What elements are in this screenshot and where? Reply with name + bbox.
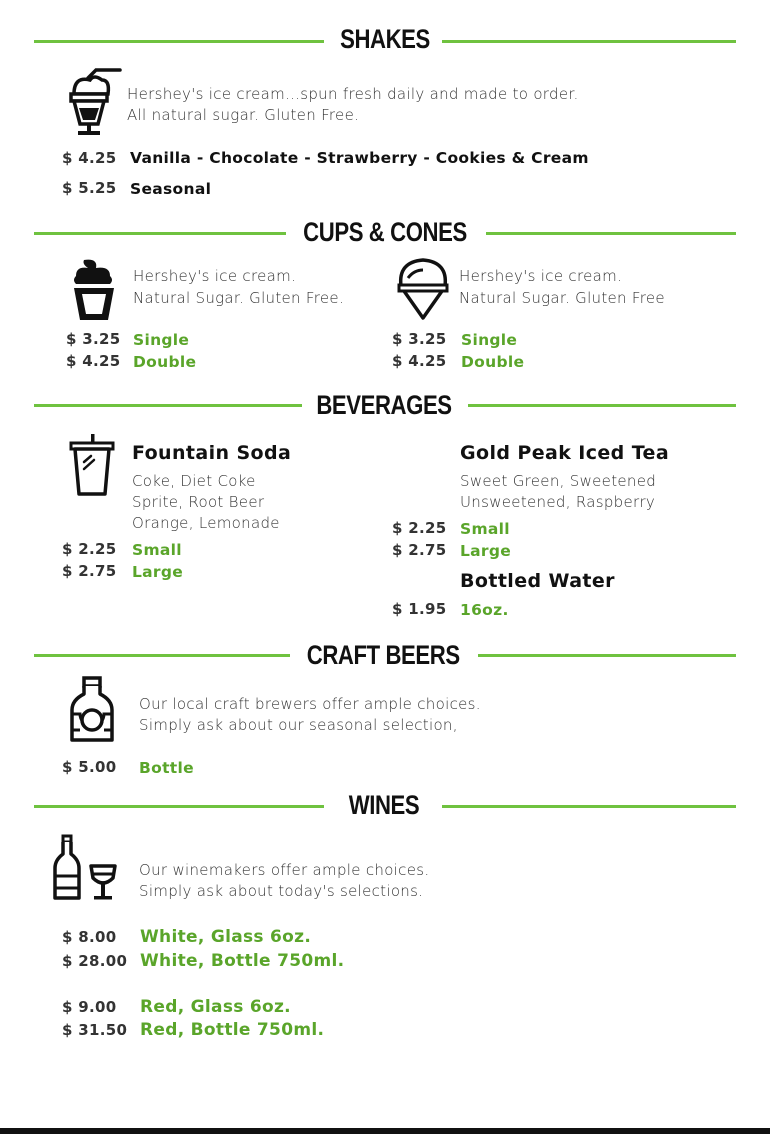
iced-tea-title: Gold Peak Iced Tea	[460, 442, 670, 464]
cup-desc-line-1: Hershey's ice cream.	[133, 267, 297, 285]
wines-item-4: Red, Bottle 750ml.	[140, 1020, 325, 1040]
beers-desc-line-1: Our local craft brewers offer ample choices.	[139, 695, 481, 713]
cone-price-1: $ 3.25	[392, 330, 447, 348]
fountain-price-1: $ 2.25	[62, 540, 117, 558]
beers-item-1: Bottle	[139, 759, 194, 777]
ice-cream-cup-icon	[70, 256, 118, 322]
cups-header-line-right	[486, 232, 736, 235]
ice-cream-cone-icon	[396, 256, 450, 322]
shakes-item-1: Vanilla - Chocolate - Strawberry - Cookies & Cream	[130, 149, 589, 167]
fountain-desc-line-1: Coke, Diet Coke	[132, 472, 256, 490]
cone-item-1: Single	[461, 331, 518, 349]
cup-item-2: Double	[133, 353, 197, 371]
beverages-header-line-left	[34, 404, 302, 407]
beverages-heading: BEVERAGES	[316, 390, 452, 420]
tea-desc-line-1: Sweet Green, Sweetened	[460, 472, 657, 490]
wines-item-2: White, Bottle 750ml.	[140, 951, 345, 971]
wines-price-1: $ 8.00	[62, 928, 117, 946]
bottled-water-title: Bottled Water	[460, 570, 615, 592]
water-price-1: $ 1.95	[392, 600, 447, 618]
shakes-price-2: $ 5.25	[62, 179, 117, 197]
shakes-item-2: Seasonal	[130, 180, 212, 198]
wines-item-3: Red, Glass 6oz.	[140, 997, 291, 1017]
wine-bottle-glass-icon	[52, 834, 118, 902]
shakes-price-1: $ 4.25	[62, 149, 117, 167]
tea-desc-line-2: Unsweetened, Raspberry	[460, 493, 656, 511]
tea-item-1: Small	[460, 520, 510, 538]
wines-price-2: $ 28.00	[62, 952, 128, 970]
shakes-desc-line-2: All natural sugar. Gluten Free.	[127, 106, 360, 124]
tea-price-2: $ 2.75	[392, 541, 447, 559]
fountain-desc-line-2: Sprite, Root Beer	[132, 493, 265, 511]
cup-desc-line-2: Natural Sugar. Gluten Free.	[133, 289, 345, 307]
milkshake-icon	[66, 68, 126, 138]
wines-heading: WINES	[348, 790, 420, 820]
tea-price-1: $ 2.25	[392, 519, 447, 537]
cone-price-2: $ 4.25	[392, 352, 447, 370]
cone-desc-line-2: Natural Sugar. Gluten Free	[459, 289, 665, 307]
beers-header-line-right	[478, 654, 736, 657]
water-item-1: 16oz.	[460, 601, 509, 619]
cup-item-1: Single	[133, 331, 190, 349]
fountain-item-1: Small	[132, 541, 182, 559]
beers-header-line-left	[34, 654, 290, 657]
beers-desc-line-2: Simply ask about our seasonal selection,	[139, 716, 458, 734]
cup-price-1: $ 3.25	[66, 330, 121, 348]
shakes-header-line-left	[34, 40, 324, 43]
soda-cup-icon	[66, 432, 120, 498]
cone-item-2: Double	[461, 353, 525, 371]
beer-bottle-icon	[68, 676, 116, 744]
shakes-desc-line-1: Hershey's ice cream...spun fresh daily and made to order.	[127, 85, 579, 103]
cone-desc-line-1: Hershey's ice cream.	[459, 267, 623, 285]
shakes-heading: SHAKES	[340, 24, 430, 54]
shakes-header-line-right	[442, 40, 736, 43]
fountain-item-2: Large	[132, 563, 184, 581]
fountain-desc-line-3: Orange, Lemonade	[132, 514, 280, 532]
beers-price-1: $ 5.00	[62, 758, 117, 776]
wines-price-4: $ 31.50	[62, 1021, 128, 1039]
fountain-price-2: $ 2.75	[62, 562, 117, 580]
cups-cones-heading: CUPS & CONES	[303, 217, 467, 247]
beverages-header-line-right	[468, 404, 736, 407]
wines-item-1: White, Glass 6oz.	[140, 927, 312, 947]
bottom-rule	[0, 1128, 770, 1134]
tea-item-2: Large	[460, 542, 512, 560]
craft-beers-heading: CRAFT BEERS	[306, 640, 460, 670]
cups-header-line-left	[34, 232, 286, 235]
cup-price-2: $ 4.25	[66, 352, 121, 370]
wines-desc-line-2: Simply ask about today's selections.	[139, 882, 424, 900]
fountain-soda-title: Fountain Soda	[132, 442, 292, 464]
wines-price-3: $ 9.00	[62, 998, 117, 1016]
wines-desc-line-1: Our winemakers offer ample choices.	[139, 861, 430, 879]
wines-header-line-left	[34, 805, 324, 808]
wines-header-line-right	[442, 805, 736, 808]
